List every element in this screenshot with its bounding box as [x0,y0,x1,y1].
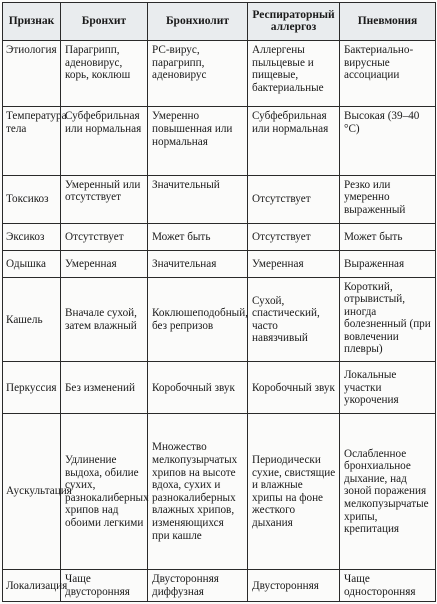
table-cell: Отсутствует [248,175,340,223]
row-header-cell: Температура тела [3,107,61,175]
row-header-cell: Перкуссия [3,362,61,414]
table-cell: Значительный [148,175,248,223]
table-row [3,175,436,223]
table-cell: Может быть [148,223,248,250]
table-cell: РС-вирус, парагрипп, аденовирус [148,41,248,107]
table-row [3,277,436,362]
table-cell: Двусторонняя диффузная [148,569,248,601]
table-row [3,41,436,107]
table-cell: Умеренная [248,250,340,277]
table-cell: Умеренно повышенная или нормальная [148,107,248,175]
row-header-cell: Локализация [3,569,61,601]
table-cell: Отсутствует [61,223,148,250]
table-row [3,362,436,414]
header-cell: Признак [3,3,61,41]
row-header-cell: Кашель [3,277,61,362]
table-cell: Вначале сухой, затем влажный [61,277,148,362]
table-row [3,413,436,569]
row-header-cell: Одышка [3,250,61,277]
pneumonia-differential-table [2,2,436,602]
table-cell: Аллергены пыльцевые и пищевые, бактериальные [248,41,340,107]
table-row [3,250,436,277]
table-cell: Без изменений [61,362,148,414]
table-cell: Коробочный звук [248,362,340,414]
table-cell: Выраженная [340,250,436,277]
row-header-cell: Токсикоз [3,175,61,223]
table-cell: Периодически сухие, свистящие и влажные хрипы на фоне жесткого дыхания [248,413,340,569]
table-cell: Короткий, отрывистый, иногда болезненный (при вовлечении плевры) [340,277,436,362]
header-cell: Пневмония [340,3,436,41]
table-cell: Высокая (39–40 °С) [340,107,436,175]
row-header-cell: Этиология [3,41,61,107]
table-row [3,107,436,175]
table-cell: Чаще двусторонняя [61,569,148,601]
table-cell: Умеренный или отсутствует [61,175,148,223]
table-cell: Парагрипп, аденовирус, корь, коклюш [61,41,148,107]
table-row [3,223,436,250]
table-cell: Субфебрильная или нормальная [248,107,340,175]
table-cell: Отсутствует [248,223,340,250]
table-cell: Ослабленное бронхиальное дыхание, над зоной поражения мелкопузырчатые хрипы, крепитация [340,413,436,569]
table-cell: Может быть [340,223,436,250]
table-cell: Множество мелкопузырчатых хрипов на высоте вдоха, сухих и разнокалиберных влажных хрипов, изменяющихся при кашле [148,413,248,569]
table-cell: Чаще односторонняя [340,569,436,601]
table-row [3,569,436,601]
table-cell: Локальные участки укорочения [340,362,436,414]
header-cell: Бронхиолит [148,3,248,41]
table-cell: Бактериально-вирусные ассоциации [340,41,436,107]
table-cell: Сухой, спастический, часто навязчивый [248,277,340,362]
table-cell: Коклюшеподобный, без репризов [148,277,248,362]
table-cell: Удлинение выдоха, обилие сухих, разнокалиберных хрипов над обоими легкими [61,413,148,569]
row-header-cell: Аускультация [3,413,61,569]
table-cell: Двусторонняя [248,569,340,601]
header-cell: Бронхит [61,3,148,41]
table-cell: Субфебрильная или нормальная [61,107,148,175]
table-cell: Коробочный звук [148,362,248,414]
row-header-cell: Эксикоз [3,223,61,250]
table-cell: Умеренная [61,250,148,277]
table-header-row [3,3,436,41]
table-cell: Резко или умеренно выраженный [340,175,436,223]
table-cell: Значительная [148,250,248,277]
header-cell: Респираторный аллергоз [248,3,340,41]
